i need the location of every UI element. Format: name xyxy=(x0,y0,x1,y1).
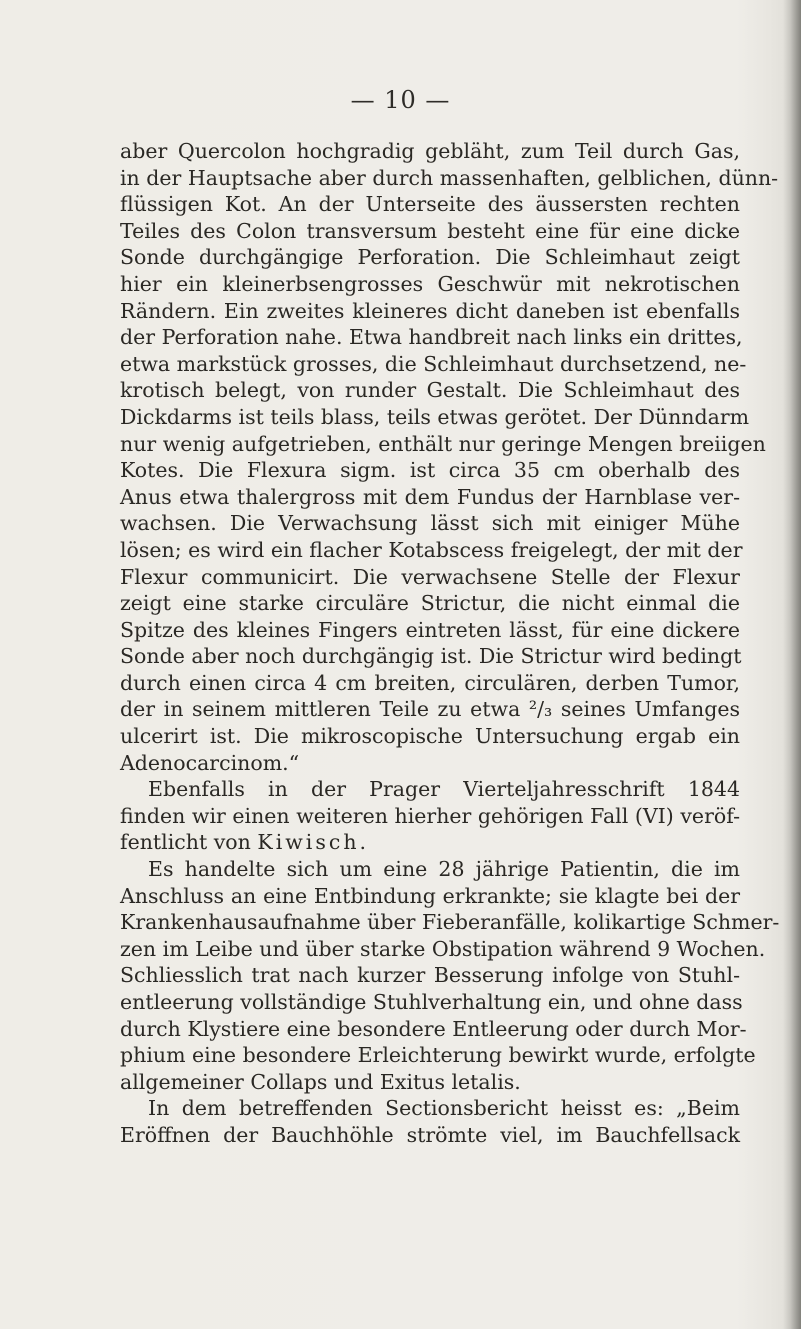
text-line: entleerung vollständige Stuhlverhaltung ein, und ohne dass xyxy=(120,990,743,1014)
text-line: phium eine besondere Erleichterung bewirkt wurde, erfolgte xyxy=(120,1043,756,1068)
text-line: nur wenig aufgetrieben, enthält nur geringe Mengen breiigen xyxy=(120,431,766,456)
text-line: Anschluss an eine Entbindung erkrankte; sie klagte bei der xyxy=(120,883,740,908)
text-line: aber Quercolon hochgradig gebläht, zum Teil durch Gas, xyxy=(120,139,740,163)
text-line: lösen; es wird ein flacher Kotabscess freigelegt, der mit der xyxy=(120,537,743,562)
text-line: Sonde aber noch durchgängig ist. Die Strictur wird bedingt xyxy=(120,644,742,669)
text-line: Krankenhausaufnahme über Fieberanfälle, kolikartige Schmer- xyxy=(120,910,780,935)
text-line: Sonde durchgängige Perforation. Die Schleimhaut zeigt xyxy=(120,245,740,270)
text-line: Schliesslich trat nach kurzer Besserung infolge von Stuhl- xyxy=(120,963,740,988)
text-line: Eröffnen der Bauchhöhle strömte viel, im Bauchfellsack xyxy=(120,1122,740,1147)
text-line: in der Hauptsache aber durch massenhaften, gelblichen, dünn- xyxy=(120,165,779,190)
text-line: Adenocarcinom.“ xyxy=(120,750,300,775)
text-fragment: fentlicht von xyxy=(120,830,251,855)
text-line: ulcerirt ist. Die mikroscopische Untersuchung ergab ein xyxy=(120,724,740,749)
text-line: wachsen. Die Verwachsung lässt sich mit einiger Mühe xyxy=(120,511,740,536)
page-number: — 10 — xyxy=(350,86,451,114)
text-line: flüssigen Kot. An der Unterseite des äussersten rechten xyxy=(120,192,740,217)
text-line: allgemeiner Collaps und Exitus letalis. xyxy=(120,1069,521,1094)
text-line: Rändern. Ein zweites kleineres dicht daneben ist ebenfalls xyxy=(120,298,740,323)
text-line-with-author xyxy=(120,829,740,856)
page-edge-shadow xyxy=(783,0,801,1329)
text-line: finden wir einen weiteren hierher gehörigen Fall (VI) veröf- xyxy=(120,803,740,828)
text-line: Spitze des kleines Fingers eintreten lässt, für eine dickere xyxy=(120,617,740,642)
text-line: In dem betreffenden Sectionsbericht heisst es: „Beim xyxy=(148,1096,740,1121)
text-line: etwa markstück grosses, die Schleimhaut durchsetzend, ne- xyxy=(120,351,747,376)
text-line: Flexur communicirt. Die verwachsene Stelle der Flexur xyxy=(120,564,740,589)
text-line: Dickdarms ist teils blass, teils etwas gerötet. Der Dünndarm xyxy=(120,404,750,429)
text-line: durch einen circa 4 cm breiten, circulären, derben Tumor, xyxy=(120,670,740,695)
text-line: der Perforation nahe. Etwa handbreit nach links ein drittes, xyxy=(120,325,743,350)
text-line: durch Klystiere eine besondere Entleerung oder durch Mor- xyxy=(120,1016,747,1041)
text-line: zen im Leibe und über starke Obstipation während 9 Wochen. xyxy=(120,936,766,961)
text-line: Ebenfalls in der Prager Vierteljahresschrift 1844 xyxy=(148,777,740,802)
text-line: Es handelte sich um eine 28 jährige Patientin, die im xyxy=(148,857,740,882)
author-name: Kiwisch. xyxy=(257,830,370,855)
text-line: Kotes. Die Flexura sigm. ist circa 35 cm oberhalb des xyxy=(120,458,740,483)
body-text xyxy=(120,138,780,1149)
text-line: zeigt eine starke circuläre Strictur, die nicht einmal die xyxy=(120,591,740,616)
text-line: hier ein kleinerbsengrosses Geschwür mit nekrotischen xyxy=(120,271,740,296)
text-line: krotisch belegt, von runder Gestalt. Die Schleimhaut des xyxy=(120,378,740,403)
text-line: der in seinem mittleren Teile zu etwa ²/₃ seines Umfanges xyxy=(120,697,740,722)
text-line: Anus etwa thalergross mit dem Fundus der Harnblase ver- xyxy=(120,484,740,509)
text-line: Teiles des Colon transversum besteht eine für eine dicke xyxy=(120,218,740,243)
